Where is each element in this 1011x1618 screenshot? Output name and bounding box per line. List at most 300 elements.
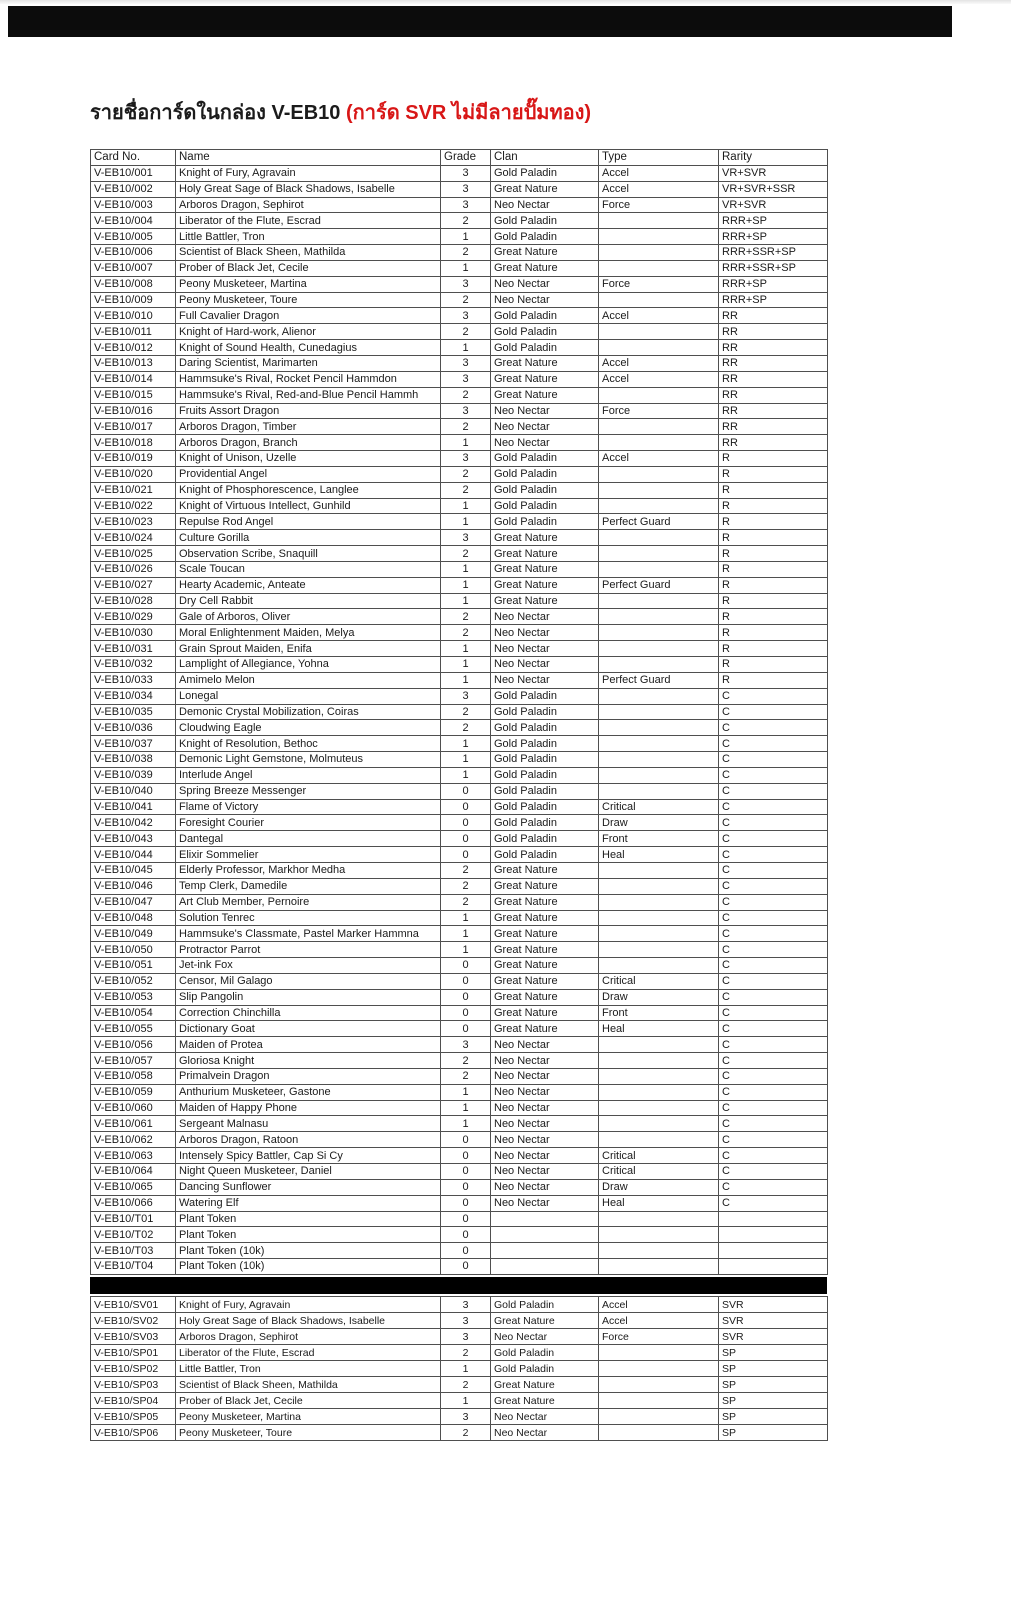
cell-rarity: C: [719, 831, 828, 847]
cell-name: Gloriosa Knight: [176, 1053, 441, 1069]
cell-rarity: R: [719, 672, 828, 688]
cell-type: [599, 1037, 719, 1053]
table-row: [91, 419, 828, 435]
cell-grade: 2: [441, 213, 491, 229]
cell-grade: 1: [441, 435, 491, 451]
cell-grade: 3: [441, 1409, 491, 1425]
cell-rarity: C: [719, 1084, 828, 1100]
cell-card-no: V-EB10/013: [91, 355, 176, 371]
cell-type: Perfect Guard: [599, 672, 719, 688]
cell-clan: Gold Paladin: [491, 165, 599, 181]
cell-type: Critical: [599, 1148, 719, 1164]
cell-type: Accel: [599, 355, 719, 371]
cell-clan: Neo Nectar: [491, 419, 599, 435]
cell-type: [599, 593, 719, 609]
cell-rarity: R: [719, 451, 828, 467]
cell-type: [599, 1259, 719, 1275]
cell-grade: 3: [441, 530, 491, 546]
table-row: [91, 546, 828, 562]
cell-clan: Great Nature: [491, 546, 599, 562]
cell-grade: 2: [441, 720, 491, 736]
table-row: [91, 641, 828, 657]
cell-name: Flame of Victory: [176, 799, 441, 815]
cell-clan: [491, 1211, 599, 1227]
cell-clan: Gold Paladin: [491, 783, 599, 799]
table-row: [91, 1211, 828, 1227]
cell-rarity: C: [719, 1179, 828, 1195]
cell-clan: Great Nature: [491, 181, 599, 197]
cell-rarity: C: [719, 815, 828, 831]
cell-type: [599, 752, 719, 768]
cell-name: Scale Toucan: [176, 561, 441, 577]
cell-card-no: V-EB10/029: [91, 609, 176, 625]
table-row: [91, 752, 828, 768]
cell-rarity: C: [719, 910, 828, 926]
cell-clan: Neo Nectar: [491, 625, 599, 641]
page-title-black: รายชื่อการ์ดในกล่อง V-EB10: [90, 102, 346, 124]
cell-clan: Neo Nectar: [491, 1195, 599, 1211]
table-row: [91, 989, 828, 1005]
cell-rarity: C: [719, 720, 828, 736]
cell-clan: Neo Nectar: [491, 672, 599, 688]
cell-rarity: C: [719, 862, 828, 878]
table-row: [91, 783, 828, 799]
cell-name: Hammsuke's Rival, Red-and-Blue Pencil Hammh: [176, 387, 441, 403]
cell-clan: Gold Paladin: [491, 324, 599, 340]
cell-type: [599, 1068, 719, 1084]
cell-card-no: V-EB10/065: [91, 1179, 176, 1195]
cell-name: Little Battler, Tron: [176, 1361, 441, 1377]
cell-rarity: RRR+SP: [719, 213, 828, 229]
cell-rarity: C: [719, 783, 828, 799]
cell-grade: 2: [441, 704, 491, 720]
cell-rarity: C: [719, 1021, 828, 1037]
cell-grade: 1: [441, 657, 491, 673]
cell-grade: 2: [441, 1053, 491, 1069]
cell-type: Perfect Guard: [599, 514, 719, 530]
cell-clan: Neo Nectar: [491, 1425, 599, 1441]
cell-name: Peony Musketeer, Martina: [176, 276, 441, 292]
table-row: [91, 1259, 828, 1275]
table-row: [91, 387, 828, 403]
cell-clan: Neo Nectar: [491, 403, 599, 419]
cell-type: [599, 292, 719, 308]
cell-rarity: R: [719, 482, 828, 498]
cell-rarity: C: [719, 1164, 828, 1180]
cell-type: [599, 435, 719, 451]
cell-type: [599, 609, 719, 625]
cell-grade: 2: [441, 862, 491, 878]
cell-grade: 0: [441, 1021, 491, 1037]
cell-rarity: RRR+SSR+SP: [719, 260, 828, 276]
table-row: [91, 498, 828, 514]
cell-clan: Neo Nectar: [491, 1068, 599, 1084]
cell-name: Elderly Professor, Markhor Medha: [176, 862, 441, 878]
table-row: [91, 862, 828, 878]
cell-grade: 2: [441, 878, 491, 894]
cell-type: Front: [599, 831, 719, 847]
cell-clan: Gold Paladin: [491, 752, 599, 768]
cell-type: [599, 862, 719, 878]
cell-rarity: [719, 1243, 828, 1259]
cell-card-no: V-EB10/SV03: [91, 1329, 176, 1345]
cell-grade: 0: [441, 1259, 491, 1275]
cell-rarity: R: [719, 546, 828, 562]
cell-card-no: V-EB10/053: [91, 989, 176, 1005]
header-type: Type: [599, 150, 719, 166]
cell-clan: Neo Nectar: [491, 1132, 599, 1148]
cell-type: Critical: [599, 799, 719, 815]
header-rarity: Rarity: [719, 150, 828, 166]
cell-type: [599, 1425, 719, 1441]
table-row: [91, 720, 828, 736]
cell-type: [599, 482, 719, 498]
cell-type: [599, 213, 719, 229]
cell-card-no: V-EB10/060: [91, 1100, 176, 1116]
table-row: [91, 736, 828, 752]
cell-rarity: SP: [719, 1345, 828, 1361]
cell-clan: Gold Paladin: [491, 213, 599, 229]
cell-card-no: V-EB10/023: [91, 514, 176, 530]
cell-name: Spring Breeze Messenger: [176, 783, 441, 799]
cell-name: Holy Great Sage of Black Shadows, Isabelle: [176, 181, 441, 197]
cell-card-no: V-EB10/010: [91, 308, 176, 324]
cell-type: [599, 720, 719, 736]
cell-name: Hammsuke's Classmate, Pastel Marker Hammna: [176, 926, 441, 942]
cell-card-no: V-EB10/064: [91, 1164, 176, 1180]
cell-card-no: V-EB10/045: [91, 862, 176, 878]
cell-name: Lamplight of Allegiance, Yohna: [176, 657, 441, 673]
cell-name: Peony Musketeer, Martina: [176, 1409, 441, 1425]
cell-grade: 0: [441, 1132, 491, 1148]
table-row: [91, 625, 828, 641]
cell-clan: Neo Nectar: [491, 1329, 599, 1345]
cell-card-no: V-EB10/042: [91, 815, 176, 831]
cell-rarity: C: [719, 1132, 828, 1148]
cell-card-no: V-EB10/T01: [91, 1211, 176, 1227]
cell-name: Arboros Dragon, Sephirot: [176, 197, 441, 213]
cell-rarity: R: [719, 609, 828, 625]
cell-rarity: C: [719, 878, 828, 894]
table-row: [91, 1100, 828, 1116]
cell-card-no: V-EB10/026: [91, 561, 176, 577]
cell-name: Moral Enlightenment Maiden, Melya: [176, 625, 441, 641]
cell-card-no: V-EB10/SP01: [91, 1345, 176, 1361]
table-row: [91, 324, 828, 340]
cell-clan: Gold Paladin: [491, 736, 599, 752]
cell-clan: Gold Paladin: [491, 1297, 599, 1313]
table-row: [91, 1195, 828, 1211]
top-black-bar: [8, 6, 952, 37]
cell-name: Plant Token: [176, 1211, 441, 1227]
cell-grade: 2: [441, 245, 491, 261]
cell-type: [599, 324, 719, 340]
cell-card-no: V-EB10/054: [91, 1005, 176, 1021]
table-row: [91, 958, 828, 974]
table-row: [91, 1409, 828, 1425]
cell-rarity: R: [719, 514, 828, 530]
cell-clan: Great Nature: [491, 1313, 599, 1329]
cell-card-no: V-EB10/046: [91, 878, 176, 894]
cell-type: [599, 657, 719, 673]
cell-card-no: V-EB10/040: [91, 783, 176, 799]
cell-card-no: V-EB10/049: [91, 926, 176, 942]
cell-clan: Great Nature: [491, 371, 599, 387]
cell-rarity: SP: [719, 1409, 828, 1425]
cell-card-no: V-EB10/058: [91, 1068, 176, 1084]
cell-grade: 2: [441, 292, 491, 308]
cell-type: [599, 1116, 719, 1132]
table-row: [91, 831, 828, 847]
cell-rarity: RRR+SP: [719, 229, 828, 245]
header-name: Name: [176, 150, 441, 166]
cell-grade: 3: [441, 1329, 491, 1345]
table-row: [91, 1068, 828, 1084]
cell-card-no: V-EB10/016: [91, 403, 176, 419]
cell-type: [599, 926, 719, 942]
cell-type: Accel: [599, 165, 719, 181]
cell-rarity: RRR+SP: [719, 292, 828, 308]
cell-type: Accel: [599, 451, 719, 467]
cell-clan: Gold Paladin: [491, 704, 599, 720]
cell-type: Accel: [599, 308, 719, 324]
cell-type: Force: [599, 403, 719, 419]
cell-clan: Neo Nectar: [491, 641, 599, 657]
cell-grade: 0: [441, 958, 491, 974]
cell-grade: 3: [441, 165, 491, 181]
table-row: [91, 767, 828, 783]
cell-type: Draw: [599, 989, 719, 1005]
cell-grade: 1: [441, 736, 491, 752]
table-row: [91, 926, 828, 942]
cell-rarity: [719, 1211, 828, 1227]
cell-card-no: V-EB10/028: [91, 593, 176, 609]
cell-rarity: R: [719, 593, 828, 609]
cell-grade: 1: [441, 1100, 491, 1116]
cell-clan: Great Nature: [491, 1005, 599, 1021]
cell-rarity: RR: [719, 387, 828, 403]
cell-clan: Neo Nectar: [491, 435, 599, 451]
cell-name: Arboros Dragon, Sephirot: [176, 1329, 441, 1345]
cell-name: Intensely Spicy Battler, Cap Si Cy: [176, 1148, 441, 1164]
table-row: [91, 878, 828, 894]
cell-type: Heal: [599, 847, 719, 863]
cell-type: [599, 1345, 719, 1361]
table-row: [91, 466, 828, 482]
cell-card-no: V-EB10/SP02: [91, 1361, 176, 1377]
cell-clan: Gold Paladin: [491, 767, 599, 783]
cell-grade: 0: [441, 989, 491, 1005]
cell-card-no: V-EB10/039: [91, 767, 176, 783]
cell-type: Accel: [599, 181, 719, 197]
cell-card-no: V-EB10/SP05: [91, 1409, 176, 1425]
cell-clan: Great Nature: [491, 260, 599, 276]
cell-rarity: C: [719, 688, 828, 704]
cell-clan: Great Nature: [491, 910, 599, 926]
cell-rarity: RRR+SP: [719, 276, 828, 292]
cell-name: Censor, Mil Galago: [176, 973, 441, 989]
table-row: [91, 403, 828, 419]
cell-clan: Gold Paladin: [491, 482, 599, 498]
table-row: [91, 292, 828, 308]
cell-type: Draw: [599, 1179, 719, 1195]
special-card-list-table: [90, 1296, 828, 1441]
cell-rarity: SVR: [719, 1313, 828, 1329]
cell-name: Anthurium Musketeer, Gastone: [176, 1084, 441, 1100]
cell-card-no: V-EB10/061: [91, 1116, 176, 1132]
cell-grade: 3: [441, 181, 491, 197]
table-row: [91, 973, 828, 989]
cell-card-no: V-EB10/036: [91, 720, 176, 736]
cell-card-no: V-EB10/007: [91, 260, 176, 276]
cell-rarity: R: [719, 641, 828, 657]
table-row: [91, 1329, 828, 1345]
cell-name: Knight of Unison, Uzelle: [176, 451, 441, 467]
cell-grade: 1: [441, 561, 491, 577]
cell-grade: 1: [441, 926, 491, 942]
cell-clan: Great Nature: [491, 989, 599, 1005]
cell-card-no: V-EB10/048: [91, 910, 176, 926]
cell-name: Repulse Rod Angel: [176, 514, 441, 530]
cell-type: Front: [599, 1005, 719, 1021]
cell-clan: [491, 1243, 599, 1259]
cell-clan: Gold Paladin: [491, 815, 599, 831]
cell-grade: 3: [441, 355, 491, 371]
cell-clan: Great Nature: [491, 878, 599, 894]
cell-card-no: V-EB10/001: [91, 165, 176, 181]
cell-grade: 2: [441, 482, 491, 498]
cell-type: Force: [599, 1329, 719, 1345]
cell-rarity: VR+SVR+SSR: [719, 181, 828, 197]
cell-name: Arboros Dragon, Ratoon: [176, 1132, 441, 1148]
cell-grade: 1: [441, 752, 491, 768]
cell-card-no: V-EB10/056: [91, 1037, 176, 1053]
black-separator-bar: [90, 1277, 827, 1294]
cell-card-no: V-EB10/055: [91, 1021, 176, 1037]
cell-name: Maiden of Happy Phone: [176, 1100, 441, 1116]
table-row: [91, 1227, 828, 1243]
cell-grade: 3: [441, 451, 491, 467]
cell-grade: 3: [441, 1313, 491, 1329]
cell-clan: Gold Paladin: [491, 340, 599, 356]
cell-type: [599, 894, 719, 910]
cell-card-no: V-EB10/017: [91, 419, 176, 435]
cell-card-no: V-EB10/019: [91, 451, 176, 467]
cell-type: [599, 688, 719, 704]
cell-clan: Neo Nectar: [491, 1409, 599, 1425]
cell-rarity: RR: [719, 435, 828, 451]
cell-name: Gale of Arboros, Oliver: [176, 609, 441, 625]
cell-rarity: RR: [719, 340, 828, 356]
cell-name: Protractor Parrot: [176, 942, 441, 958]
cell-clan: Great Nature: [491, 387, 599, 403]
cell-clan: Gold Paladin: [491, 498, 599, 514]
cell-card-no: V-EB10/033: [91, 672, 176, 688]
cell-type: [599, 704, 719, 720]
cell-name: Plant Token: [176, 1227, 441, 1243]
cell-clan: Neo Nectar: [491, 1116, 599, 1132]
cell-name: Demonic Crystal Mobilization, Coiras: [176, 704, 441, 720]
table-row: [91, 1005, 828, 1021]
cell-name: Arboros Dragon, Branch: [176, 435, 441, 451]
cell-name: Jet-ink Fox: [176, 958, 441, 974]
cell-clan: Gold Paladin: [491, 229, 599, 245]
cell-clan: Neo Nectar: [491, 1084, 599, 1100]
cell-card-no: V-EB10/SP04: [91, 1393, 176, 1409]
cell-type: [599, 419, 719, 435]
cell-rarity: C: [719, 799, 828, 815]
cell-name: Amimelo Melon: [176, 672, 441, 688]
cell-grade: 3: [441, 371, 491, 387]
cell-grade: 3: [441, 1037, 491, 1053]
cell-rarity: SVR: [719, 1329, 828, 1345]
cell-name: Observation Scribe, Snaquill: [176, 546, 441, 562]
table-row: [91, 308, 828, 324]
cell-rarity: SP: [719, 1393, 828, 1409]
cell-name: Dancing Sunflower: [176, 1179, 441, 1195]
cell-name: Interlude Angel: [176, 767, 441, 783]
cell-type: [599, 767, 719, 783]
cell-card-no: V-EB10/002: [91, 181, 176, 197]
cell-clan: Gold Paladin: [491, 831, 599, 847]
table-row: [91, 577, 828, 593]
cell-card-no: V-EB10/044: [91, 847, 176, 863]
cell-type: [599, 1409, 719, 1425]
table-row: [91, 435, 828, 451]
cell-card-no: V-EB10/T02: [91, 1227, 176, 1243]
cell-card-no: V-EB10/020: [91, 466, 176, 482]
cell-grade: 0: [441, 1005, 491, 1021]
cell-name: Art Club Member, Pernoire: [176, 894, 441, 910]
cell-rarity: R: [719, 530, 828, 546]
table-row: [91, 1361, 828, 1377]
cell-grade: 2: [441, 419, 491, 435]
cell-rarity: [719, 1259, 828, 1275]
cell-type: [599, 498, 719, 514]
cell-card-no: V-EB10/SV02: [91, 1313, 176, 1329]
cell-name: Scientist of Black Sheen, Mathilda: [176, 245, 441, 261]
table-row: [91, 657, 828, 673]
table-row: [91, 530, 828, 546]
cell-rarity: C: [719, 973, 828, 989]
cell-name: Grain Sprout Maiden, Enifa: [176, 641, 441, 657]
header-clan: Clan: [491, 150, 599, 166]
table-row: [91, 165, 828, 181]
cell-grade: 2: [441, 1377, 491, 1393]
cell-grade: 1: [441, 942, 491, 958]
cell-rarity: SVR: [719, 1297, 828, 1313]
cell-card-no: V-EB10/063: [91, 1148, 176, 1164]
table-row: [91, 276, 828, 292]
cell-grade: 0: [441, 973, 491, 989]
cell-card-no: V-EB10/057: [91, 1053, 176, 1069]
page-top-edge: [0, 0, 1011, 4]
cell-type: [599, 561, 719, 577]
cell-clan: Great Nature: [491, 862, 599, 878]
cell-rarity: C: [719, 926, 828, 942]
cell-rarity: C: [719, 1053, 828, 1069]
cell-rarity: [719, 1227, 828, 1243]
cell-name: Cloudwing Eagle: [176, 720, 441, 736]
cell-name: Little Battler, Tron: [176, 229, 441, 245]
table-row: [91, 894, 828, 910]
cell-rarity: SP: [719, 1377, 828, 1393]
cell-clan: Gold Paladin: [491, 451, 599, 467]
cell-grade: 0: [441, 1227, 491, 1243]
table-row: [91, 451, 828, 467]
cell-name: Daring Scientist, Marimarten: [176, 355, 441, 371]
cell-grade: 1: [441, 229, 491, 245]
